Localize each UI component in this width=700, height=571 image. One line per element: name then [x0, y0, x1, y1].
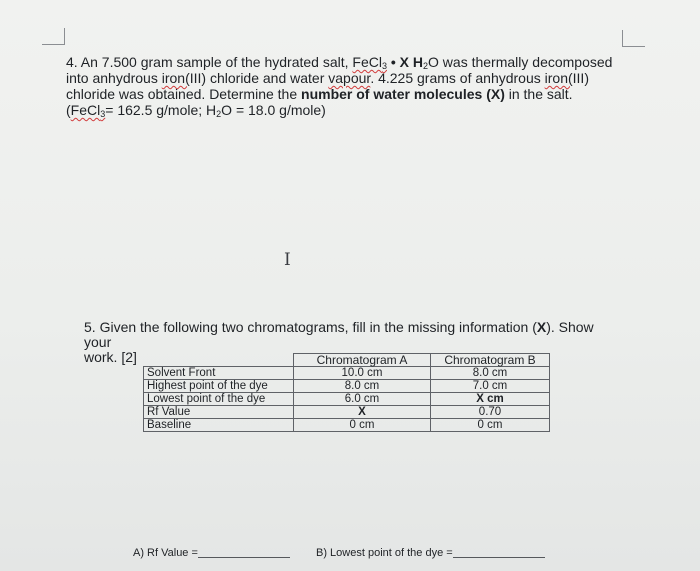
- cell-b: 0 cm: [431, 419, 550, 432]
- cell-b: 0.70: [431, 406, 550, 419]
- table-row: [144, 393, 550, 406]
- table-row: [144, 367, 550, 380]
- answer-b-label: B) Lowest point of the dye =: [316, 547, 453, 559]
- row-label: Rf Value: [144, 406, 294, 419]
- cell-a: 10.0 cm: [294, 367, 431, 380]
- cell-a: 0 cm: [294, 419, 431, 432]
- emphasis-water-molecules: number of water molecules (X): [301, 86, 505, 102]
- text-cursor-icon: I: [284, 250, 291, 270]
- answer-a-blank[interactable]: [198, 557, 290, 558]
- question-4-line-4: (FeCl$_3$= 162.5 g/mole; $H_2O = 18.0$ g/mole): [66, 102, 326, 119]
- question-4-line-3: chloride was obtained. Determine the number of water molecules (X) in the salt.: [66, 86, 573, 102]
- corner-mark-top-right: [622, 30, 645, 47]
- question-5-line-2: work. [2]: [84, 349, 137, 365]
- row-label: Solvent Front: [144, 367, 294, 380]
- header-chromatogram-a: Chromatogram A: [294, 354, 431, 367]
- answer-a: [133, 547, 290, 559]
- cell-a: 8.0 cm: [294, 380, 431, 393]
- chromatogram-table: [143, 353, 550, 432]
- question-4-line-2: into anhydrous iron(III) chloride and water vapour. 4.225 grams of anhydrous iron(III): [66, 70, 589, 86]
- cell-b: 7.0 cm: [431, 380, 550, 393]
- table-row: [144, 380, 550, 393]
- answer-b-blank[interactable]: [453, 557, 545, 558]
- cell-b-unknown: X cm: [431, 393, 550, 406]
- corner-mark-top-left: [42, 28, 65, 45]
- table-header-row: [144, 354, 550, 367]
- row-label: Baseline: [144, 419, 294, 432]
- table-row: [144, 406, 550, 419]
- cell-b: 8.0 cm: [431, 367, 550, 380]
- answer-b: [316, 547, 545, 559]
- row-label: Lowest point of the dye: [144, 393, 294, 406]
- cell-a-unknown: X: [294, 406, 431, 419]
- header-chromatogram-b: Chromatogram B: [431, 354, 550, 367]
- answer-a-label: A) Rf Value =: [133, 547, 198, 559]
- question-4-line-1: 4. An 7.500 gram sample of the hydrated salt, FeCl$_3$ • X $H_2O$ was thermally decomposed: [66, 54, 613, 71]
- question-5-line-1: 5. Given the following two chromatograms, fill in the missing information (X). Show your: [84, 319, 594, 350]
- table-row: [144, 419, 550, 432]
- question-4: [66, 54, 636, 118]
- cell-a: 6.0 cm: [294, 393, 431, 406]
- row-label: Highest point of the dye: [144, 380, 294, 393]
